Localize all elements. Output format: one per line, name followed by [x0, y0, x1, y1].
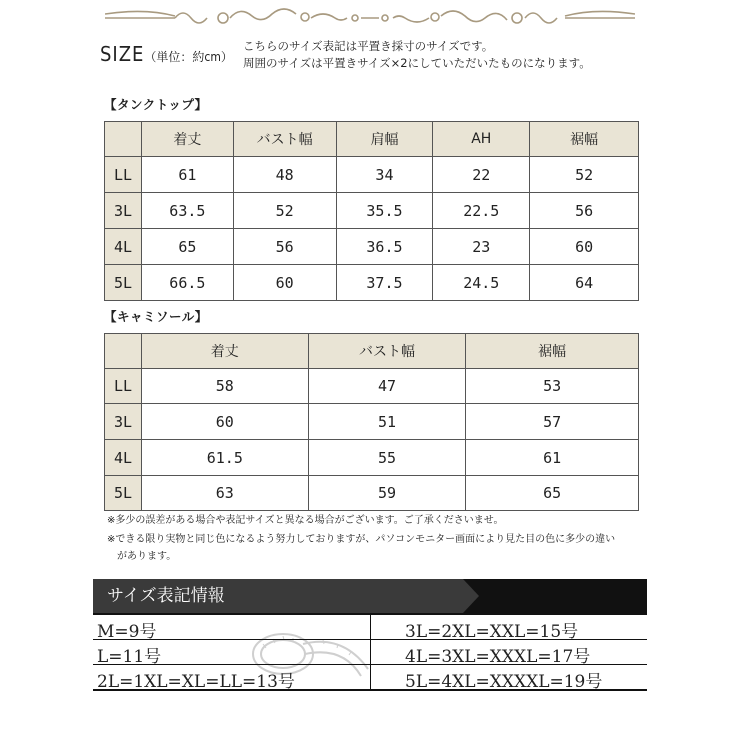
note-line-1: こちらのサイズ表記は平置き採寸のサイズです。: [243, 39, 494, 53]
cell: 58: [141, 369, 308, 404]
cell: 48: [233, 157, 336, 193]
size-info-title: サイズ表記情報: [93, 579, 463, 613]
cell: 61: [141, 157, 233, 193]
col-header: 肩幅: [336, 122, 433, 157]
row-size: 5L: [105, 476, 142, 511]
cell: 63: [141, 476, 308, 511]
cell: 65: [141, 229, 233, 265]
cell: 55: [308, 440, 466, 476]
cell: 51: [308, 404, 466, 440]
size-equivalence: 2L=1XL=XL=LL=13号: [97, 672, 295, 692]
arrow-shape: [463, 579, 479, 613]
cell: 53: [466, 369, 639, 404]
size-equivalence: 4L=3XL=XXXL=17号: [405, 647, 591, 667]
cell: 47: [308, 369, 466, 404]
size-equivalence: M=9号: [97, 622, 157, 642]
cell: 34: [336, 157, 433, 193]
cell: 60: [141, 404, 308, 440]
row-size: LL: [105, 157, 142, 193]
col-header: バスト幅: [308, 334, 466, 369]
cell: 59: [308, 476, 466, 511]
camisole-table: [104, 333, 639, 511]
cell: 37.5: [336, 265, 433, 301]
table-row: [105, 157, 639, 193]
divider: [370, 613, 371, 690]
size-notes: [243, 38, 591, 72]
cell: 22.5: [433, 193, 530, 229]
tank-top-header-row: [105, 122, 639, 157]
table-row: [105, 476, 639, 511]
cell: 23: [433, 229, 530, 265]
row-size: 4L: [105, 229, 142, 265]
table-row: [105, 265, 639, 301]
size-equivalence: 3L=2XL=XXL=15号: [405, 622, 579, 642]
col-header: バスト幅: [233, 122, 336, 157]
table-row: [105, 229, 639, 265]
table-row: [105, 404, 639, 440]
cell: 24.5: [433, 265, 530, 301]
size-unit: （単位：約cm）: [144, 50, 233, 64]
cell: 65: [466, 476, 639, 511]
tank-top-table: [104, 121, 639, 301]
cell: 52: [233, 193, 336, 229]
table-row: [105, 193, 639, 229]
disclaimer-line-3: があります。: [117, 551, 177, 562]
corner-cell: [105, 122, 142, 157]
cell: 63.5: [141, 193, 233, 229]
cell: 64: [530, 265, 639, 301]
col-header: AH: [433, 122, 530, 157]
row-size: 4L: [105, 440, 142, 476]
cell: 52: [530, 157, 639, 193]
cell: 35.5: [336, 193, 433, 229]
corner-cell: [105, 334, 142, 369]
size-equivalence: 5L=4XL=XXXXL=19号: [405, 672, 603, 692]
cell: 66.5: [141, 265, 233, 301]
col-header: 裾幅: [466, 334, 639, 369]
row-size: 3L: [105, 193, 142, 229]
size-heading: [100, 42, 233, 66]
row-size: 3L: [105, 404, 142, 440]
cell: 56: [233, 229, 336, 265]
cell: 61.5: [141, 440, 308, 476]
col-header: 裾幅: [530, 122, 639, 157]
row-size: 5L: [105, 265, 142, 301]
disclaimer-line-1: ※多少の誤差がある場合や表記サイズと異なる場合がございます。ご了承くださいませ。: [107, 515, 504, 526]
size-info-panel: [93, 579, 647, 691]
camisole-header-row: [105, 334, 639, 369]
table-row: [105, 369, 639, 404]
col-header: 着丈: [141, 122, 233, 157]
camisole-label: 【キャミソール】: [104, 309, 208, 324]
table-row: [105, 440, 639, 476]
cell: 60: [233, 265, 336, 301]
cell: 36.5: [336, 229, 433, 265]
cell: 22: [433, 157, 530, 193]
cell: 60: [530, 229, 639, 265]
col-header: 着丈: [141, 334, 308, 369]
cell: 56: [530, 193, 639, 229]
row-size: LL: [105, 369, 142, 404]
cell: 57: [466, 404, 639, 440]
size-title: SIZE: [100, 42, 145, 66]
header-ornament: [105, 4, 635, 32]
tank-top-label: 【タンクトップ】: [104, 97, 208, 112]
note-line-2: 周囲のサイズは平置きサイズ×2にしていただいたものになります。: [243, 56, 591, 70]
cell: 61: [466, 440, 639, 476]
size-equivalence: L=11号: [97, 647, 162, 667]
disclaimer-line-2: ※できる限り実物と同じ色になるよう努力しておりますが、パソコンモニター画面により見た目の色に多少の違い: [107, 534, 616, 545]
